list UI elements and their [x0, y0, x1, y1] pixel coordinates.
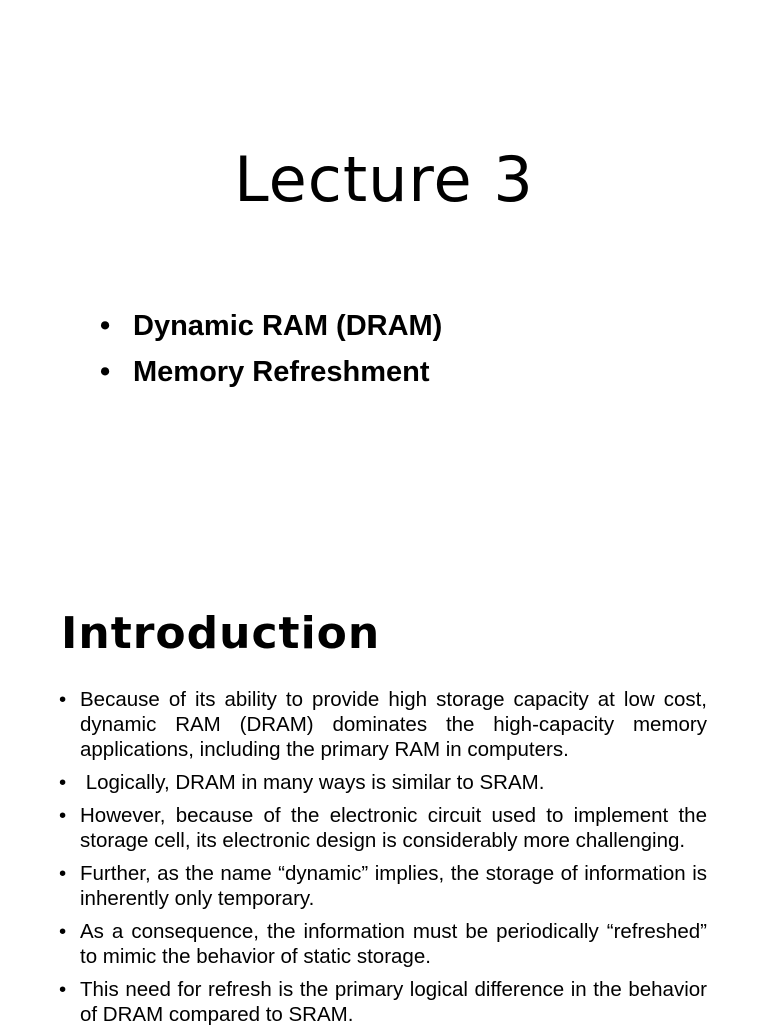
list-item [59, 687, 707, 762]
topic-list [100, 304, 442, 396]
list-item-text: However, because of the electronic circuit used to implement the storage cell, its electronic design is considerably more challenging. [80, 804, 707, 852]
slide-title: Lecture 3 [234, 143, 534, 216]
topic-item [100, 350, 442, 396]
list-item [59, 919, 707, 969]
list-item-text: Further, as the name “dynamic” implies, the storage of information is inherently only temporary. [80, 862, 707, 910]
bullet-icon: • [59, 920, 67, 943]
bullet-icon: • [100, 356, 111, 388]
list-item [59, 861, 707, 911]
bullet-list [59, 687, 707, 1035]
bullet-icon: • [59, 978, 67, 1001]
list-item-text: As a consequence, the information must be periodically “refreshed” to mimic the behavior of static storage. [80, 920, 707, 968]
bullet-icon: • [100, 310, 111, 342]
list-item-text: Because of its ability to provide high storage capacity at low cost, dynamic RAM (DRAM) dominates the high-capacity memory applications, including the primary RAM in computers. [80, 688, 707, 761]
topic-text: Dynamic RAM (DRAM) [133, 310, 443, 342]
list-item [59, 977, 707, 1027]
list-item [59, 770, 707, 795]
section-heading: Introduction [61, 608, 381, 659]
bullet-icon: • [59, 771, 67, 794]
list-item [59, 803, 707, 853]
bullet-icon: • [59, 688, 67, 711]
list-item-text: Logically, DRAM in many ways is similar to SRAM. [80, 771, 545, 794]
bullet-icon: • [59, 804, 67, 827]
list-item-text: This need for refresh is the primary logical difference in the behavior of DRAM compared to SRAM. [80, 978, 707, 1026]
introduction-slide [0, 560, 768, 1024]
topic-item [100, 304, 442, 350]
topic-text: Memory Refreshment [133, 356, 430, 388]
bullet-icon: • [59, 862, 67, 885]
